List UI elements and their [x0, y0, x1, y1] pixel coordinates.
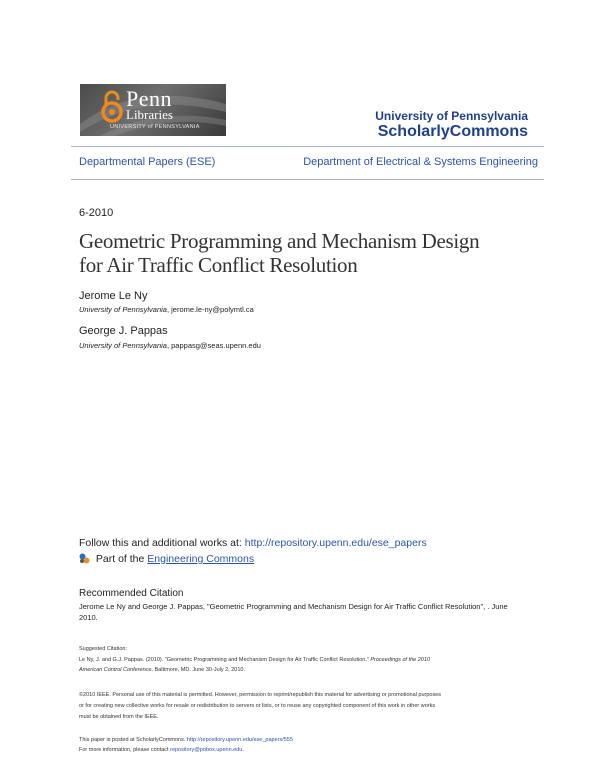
publication-date: 6-2010 — [79, 207, 114, 219]
suggested-citation-label: Suggested Citation: — [79, 646, 128, 652]
title-line-2: for Air Traffic Conflict Resolution — [79, 253, 358, 277]
author-email: jerome.le-ny@polymtl.ca — [171, 305, 254, 314]
logo-libraries-text: Libraries — [126, 107, 173, 122]
copyright-line-1: ©2010 IEEE. Personal use of this material is permitted. However, permission to reprint/republish this material for advertising or promotional purposes — [79, 692, 442, 698]
contact-label: For more information, please contact — [79, 747, 169, 753]
author-name: Jerome Le Ny — [79, 290, 148, 302]
follow-line — [79, 537, 427, 549]
copyright-line-3: must be obtained from the IEEE. — [79, 714, 159, 720]
author-name: George J. Pappas — [79, 325, 168, 337]
scholarly-commons-brand[interactable] — [375, 109, 528, 141]
header-divider — [71, 146, 544, 147]
author-affiliation: University of Pennsylvania, jerome.le-ny@polymtl.ca — [79, 305, 254, 314]
departmental-papers-link[interactable]: Departmental Papers (ESE) — [79, 156, 216, 168]
department-link[interactable]: Department of Electrical & Systems Engineering — [303, 156, 538, 168]
posted-url-link[interactable]: http://repository.upenn.edu/ese_papers/555 — [186, 737, 293, 743]
citation-line-1: Jerome Le Ny and George J. Pappas, "Geometric Programming and Mechanism Design for Air Traffic Conflict Resolution", . June — [79, 602, 508, 611]
suggested-citation-conference: American Control Conference. — [79, 667, 153, 673]
contact-line — [79, 746, 539, 755]
copyright-line-2: or for creating new collective works for resale or redistribution to servers or lists, or to reuse any copyrighted component of this work in other works — [79, 703, 436, 709]
posted-label: This paper is posted at ScholarlyCommons. — [79, 737, 186, 743]
affiliation-institution: University of Pennsylvania — [79, 305, 167, 314]
suggested-citation-line-2 — [79, 666, 539, 675]
affiliation-institution: University of Pennsylvania — [79, 341, 167, 350]
logo-tagline: UNIVERSITY of PENNSYLVANIA — [110, 124, 200, 130]
recommended-citation-heading: Recommended Citation — [79, 588, 184, 599]
author-email: pappasg@seas.upenn.edu — [171, 341, 261, 350]
author-affiliation: University of Pennsylvania, pappasg@seas.upenn.edu — [79, 341, 261, 350]
follow-label: Follow this and additional works at: — [79, 537, 242, 549]
follow-url-link[interactable]: http://repository.upenn.edu/ese_papers — [244, 537, 427, 549]
brand-university: University of Pennsylvania — [375, 109, 528, 123]
contact-end: . — [242, 747, 244, 753]
network-commons-icon — [79, 553, 90, 564]
brand-repository: ScholarlyCommons — [377, 123, 528, 140]
citation-line-2: 2010. — [79, 613, 98, 622]
penn-libraries-logo[interactable] — [80, 84, 226, 136]
recommended-citation-text — [79, 601, 539, 623]
nav-divider — [71, 179, 544, 180]
part-of-label: Part of the — [95, 553, 145, 565]
suggested-citation-line-1 — [79, 656, 539, 665]
contact-email-link[interactable]: repository@pobox.upenn.edu — [170, 747, 243, 753]
suggested-citation-text: Le Ny, J. and G.J. Pappas. (2010). "Geometric Programming and Mechanism Design for Air Traffic Conflict Resolution." — [79, 657, 369, 663]
title-line-1: Geometric Programming and Mechanism Design — [79, 229, 480, 253]
part-of-line — [79, 553, 254, 565]
open-access-lock-icon — [100, 90, 124, 124]
logo-penn-text: Penn — [126, 86, 172, 111]
paper-title — [79, 229, 549, 277]
suggested-citation-location: Baltimore, MD. June 30-July 2, 2010. — [154, 667, 246, 673]
posted-line — [79, 736, 539, 745]
engineering-commons-link[interactable]: Engineering Commons — [147, 553, 255, 565]
suggested-citation-venue: Proceedings of the 2010 — [370, 657, 430, 663]
